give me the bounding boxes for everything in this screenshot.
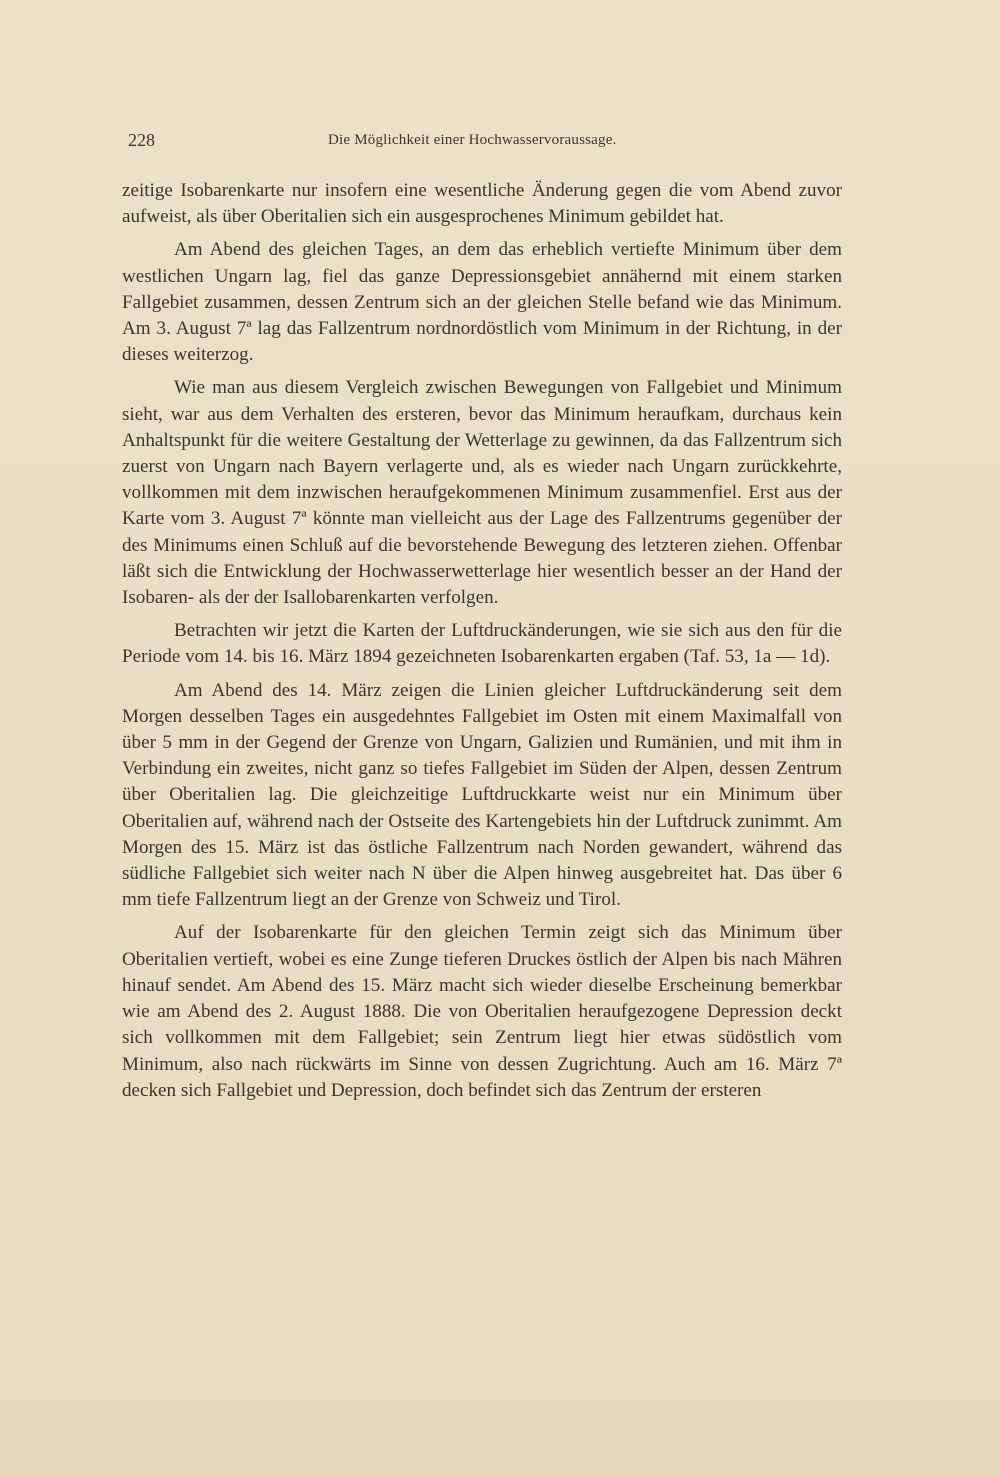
page-number: 228 [128,130,155,150]
paragraph-2: Am Abend des gleichen Tages, an dem das erheblich vertiefte Minimum über dem westlichen Ungarn lag, fiel das ganze Depressionsgebiet annähernd mit einem starken Fallgebiet zusammen, dessen Zentrum sich an der gleichen Stelle befand wie das Minimum. Am 3. August 7ª lag das Fallzentrum nordnordöstlich vom Minimum in der Richtung, in der dieses weiterzog. [122,239,842,366]
paragraph-1: zeitige Isobarenkarte nur insofern eine wesentliche Änderung gegen die vom Abend zuvor aufweist, als über Oberitalien sich ein ausgesprochenes Minimum gebildet hat. [122,180,842,228]
paragraph-4: Betrachten wir jetzt die Karten der Luftdruckänderungen, wie sie sich aus den für die Periode vom 14. bis 16. März 1894 gezeichneten Isobarenkarten ergaben (Taf. 53, 1a — 1d). [122,620,842,668]
paragraph-5: Am Abend des 14. März zeigen die Linien gleicher Luftdruckänderung seit dem Morgen desselben Tages ein ausgedehntes Fallgebiet im Osten mit einem Maximalfall von über 5 mm in der Gegend der Grenze von Ungarn, Galizien und Rumänien, und mit ihm in Verbindung ein zweites, nicht ganz so tiefes Fallgebiet im Süden der Alpen, dessen Zentrum über Oberitalien lag. Die gleichzeitige Luftdruckkarte weist nur ein Minimum über Oberitalien auf, während nach der Ostseite des Kartengebiets hin der Luftdruck zunimmt. Am Morgen des 15. März ist das östliche Fallzentrum nach Norden gewandert, während das südliche Fallgebiet sich weiter nach N über die Alpen hinweg ausgebreitet hat. Das über 6 mm tiefe Fallzentrum liegt an der Grenze von Schweiz und Tirol. [122,679,842,911]
page-header [128,130,840,152]
body-text [122,178,842,1111]
paragraph-3: Wie man aus diesem Vergleich zwischen Bewegungen von Fallgebiet und Minimum sieht, war aus dem Verhalten des ersteren, bevor das Minimum heraufkam, durchaus kein Anhaltspunkt für die weitere Gestaltung der Wetterlage zu gewinnen, da das Fallzentrum sich zuerst von Ungarn nach Bayern verlagerte und, als es wieder nach Ungarn zurückkehrte, vollkommen mit dem inzwischen heraufgekommenen Minimum zusammenfiel. Erst aus der Karte vom 3. August 7ª könnte man vielleicht aus der Lage des Fallzentrums gegenüber der des Minimums einen Schluß auf die bevorstehende Bewegung des letzteren ziehen. Offenbar läßt sich die Entwicklung der Hochwasserwetterlage hier wesentlich besser an der Hand der Isobaren- als der der Isallobarenkarten verfolgen. [122,377,842,609]
paragraph-6: Auf der Isobarenkarte für den gleichen Termin zeigt sich das Minimum über Oberitalien vertieft, wobei es eine Zunge tieferen Druckes östlich der Alpen bis nach Mähren hinauf sendet. Am Abend des 15. März macht sich wieder dieselbe Erscheinung bemerkbar wie am Abend des 2. August 1888. Die von Oberitalien heraufgezogene Depression deckt sich vollkommen mit dem Fallgebiet; sein Zentrum liegt hier etwas südöstlich vom Minimum, also nach rückwärts im Sinne von dessen Zugrichtung. Auch am 16. März 7ª decken sich Fallgebiet und Depression, doch befindet sich das Zentrum der ersteren [122,922,842,1101]
running-title: Die Möglichkeit einer Hochwasservoraussage. [328,132,617,148]
